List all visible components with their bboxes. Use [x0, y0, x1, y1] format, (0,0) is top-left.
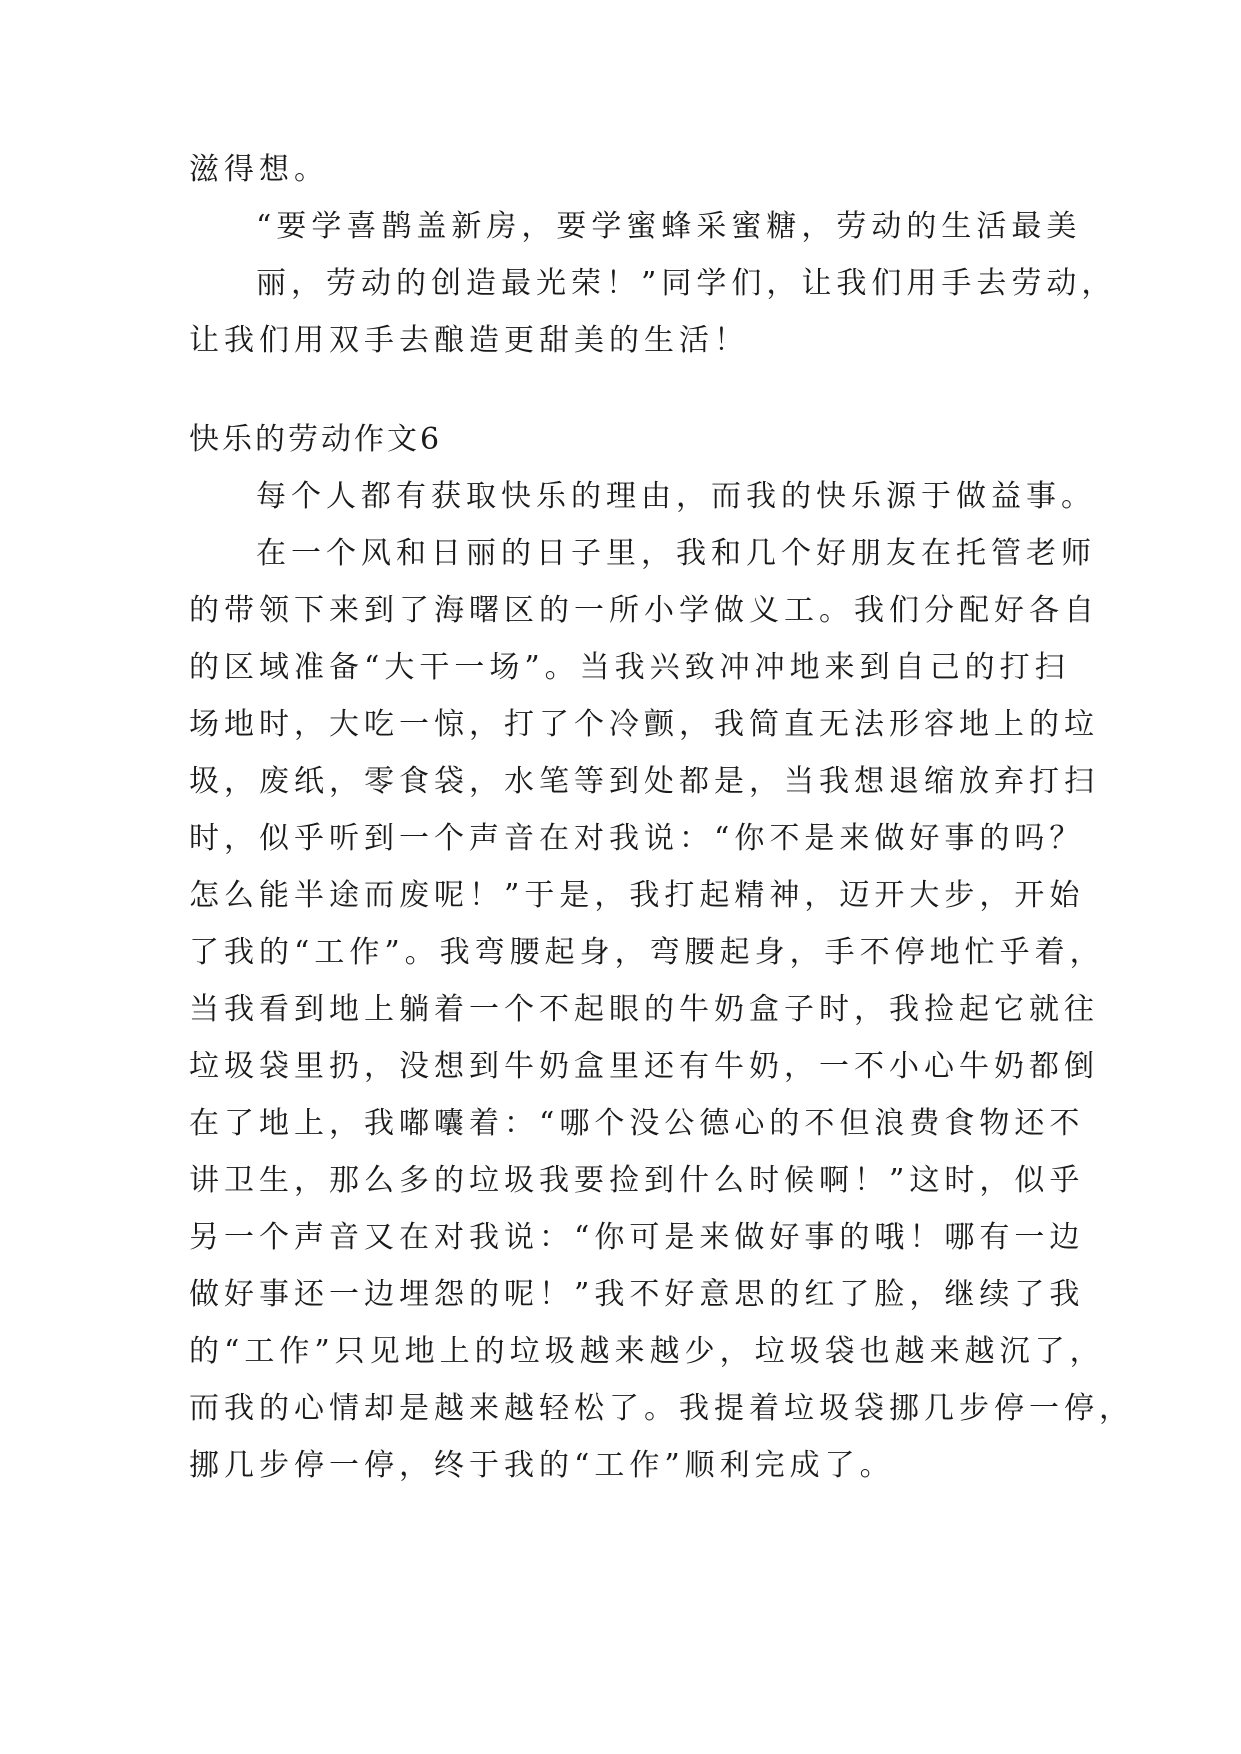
text-line: 挪几步停一停，终于我的“工作”顺利完成了。	[189, 1448, 895, 1483]
text-line: 的“工作”只见地上的垃圾越来越少，垃圾袋也越来越沉了，	[189, 1334, 1105, 1369]
section-heading: 快乐的劳动作文6	[189, 422, 443, 457]
text-line: 了我的“工作”。我弯腰起身，弯腰起身，手不停地忙乎着，	[189, 935, 1105, 970]
text-line: 而我的心情却是越来越轻松了。我提着垃圾袋挪几步停一停，	[189, 1391, 1134, 1426]
text-line: 的区域准备“大干一场”。当我兴致冲冲地来到自己的打扫	[189, 650, 1070, 685]
text-line: 另一个声音又在对我说：“你可是来做好事的哦！哪有一边	[189, 1220, 1085, 1255]
text-line: 时，似乎听到一个声音在对我说：“你不是来做好事的吗？	[189, 821, 1085, 856]
text-line: 让我们用双手去酿造更甜美的生活！	[189, 323, 749, 358]
text-line: 垃圾袋里扔，没想到牛奶盒里还有牛奶，一不小心牛奶都倒	[189, 1049, 1099, 1084]
text-line: 每个人都有获取快乐的理由，而我的快乐源于做益事。	[256, 479, 1096, 514]
text-line: 当我看到地上躺着一个不起眼的牛奶盒子时，我捡起它就往	[189, 992, 1099, 1027]
text-line: 讲卫生，那么多的垃圾我要捡到什么时候啊！”这时，似乎	[189, 1163, 1085, 1198]
text-line: 的带领下来到了海曙区的一所小学做义工。我们分配好各自	[189, 593, 1099, 628]
text-line: 在一个风和日丽的日子里，我和几个好朋友在托管老师	[256, 536, 1096, 571]
text-line: 圾，废纸，零食袋，水笔等到处都是，当我想退缩放弃打扫	[189, 764, 1099, 799]
text-line: 做好事还一边埋怨的呢！”我不好意思的红了脸，继续了我	[189, 1277, 1085, 1312]
text-line: 在了地上，我嘟囔着：“哪个没公德心的不但浪费食物还不	[189, 1106, 1085, 1141]
text-line: 怎么能半途而废呢！”于是，我打起精神，迈开大步，开始	[189, 878, 1085, 913]
text-line: 丽，劳动的创造最光荣！”同学们，让我们用手去劳动，	[256, 266, 1117, 301]
text-line: 滋得想。	[189, 152, 329, 187]
text-line: 场地时，大吃一惊，打了个冷颤，我简直无法形容地上的垃	[189, 707, 1099, 742]
text-line: “要学喜鹊盖新房，要学蜜蜂采蜜糖，劳动的生活最美	[256, 209, 1082, 244]
